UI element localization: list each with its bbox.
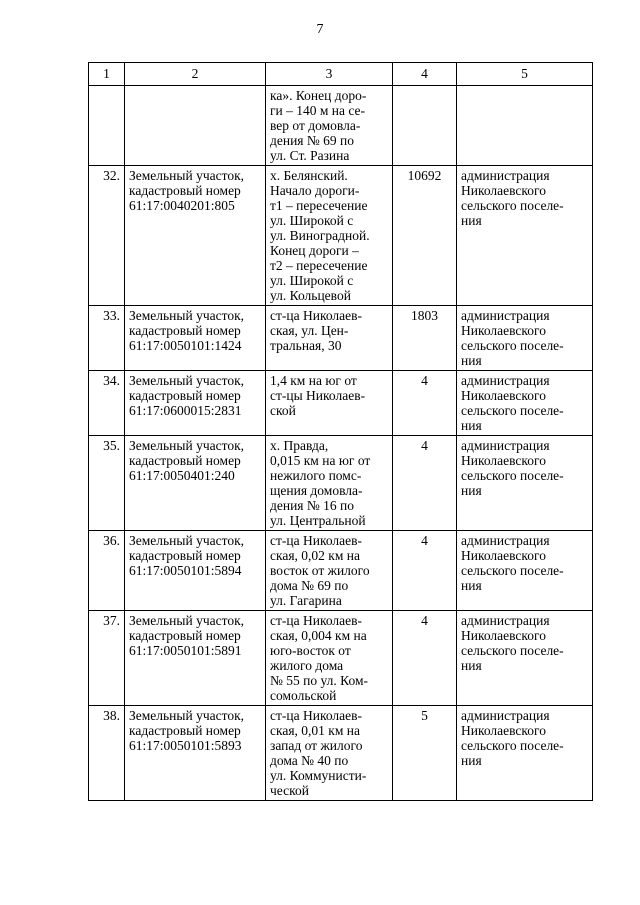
length-value: 10692 bbox=[393, 166, 457, 306]
row-number: 34. bbox=[89, 371, 125, 436]
object-description: Земельный участок, кадастровый номер 61:17:0050101:5893 bbox=[125, 706, 266, 801]
table-row bbox=[89, 86, 593, 166]
table-row bbox=[89, 706, 593, 801]
location-description: ст-ца Николаев- ская, 0,004 км на юго-восток от жилого дома № 55 по ул. Ком- сомольской bbox=[266, 611, 393, 706]
location-description: ка». Конец доро- ги – 140 м на се- вер от домовла- дения № 69 по ул. Ст. Разина bbox=[266, 86, 393, 166]
row-number: 33. bbox=[89, 306, 125, 371]
length-value bbox=[393, 86, 457, 166]
column-header-4: 4 bbox=[393, 63, 457, 86]
column-header-3: 3 bbox=[266, 63, 393, 86]
owner-name: администрация Николаевского сельского поселе- ния bbox=[457, 371, 593, 436]
table-row bbox=[89, 371, 593, 436]
location-description: ст-ца Николаев- ская, 0,01 км на запад от жилого дома № 40 по ул. Коммунисти- ческой bbox=[266, 706, 393, 801]
location-description: ст-ца Николаев- ская, ул. Цен- тральная, 30 bbox=[266, 306, 393, 371]
length-value: 1803 bbox=[393, 306, 457, 371]
location-description: х. Белянский. Начало дороги- т1 – пересечение ул. Широкой с ул. Виноградной. Конец дороги – т2 – пересечение ул. Широкой с ул. Кольцевой bbox=[266, 166, 393, 306]
owner-name bbox=[457, 86, 593, 166]
table-row bbox=[89, 166, 593, 306]
column-header-5: 5 bbox=[457, 63, 593, 86]
length-value: 5 bbox=[393, 706, 457, 801]
object-description bbox=[125, 86, 266, 166]
length-value: 4 bbox=[393, 371, 457, 436]
row-number: 32. bbox=[89, 166, 125, 306]
row-number: 36. bbox=[89, 531, 125, 611]
location-description: ст-ца Николаев- ская, 0,02 км на восток от жилого дома № 69 по ул. Гагарина bbox=[266, 531, 393, 611]
column-header-2: 2 bbox=[125, 63, 266, 86]
length-value: 4 bbox=[393, 531, 457, 611]
table-row bbox=[89, 611, 593, 706]
table-row bbox=[89, 531, 593, 611]
object-description: Земельный участок, кадастровый номер 61:17:0050101:5891 bbox=[125, 611, 266, 706]
object-description: Земельный участок, кадастровый номер 61:17:0050101:5894 bbox=[125, 531, 266, 611]
object-description: Земельный участок, кадастровый номер 61:17:0050401:240 bbox=[125, 436, 266, 531]
owner-name: администрация Николаевского сельского поселе- ния bbox=[457, 706, 593, 801]
row-number: 38. bbox=[89, 706, 125, 801]
object-description: Земельный участок, кадастровый номер 61:17:0050101:1424 bbox=[125, 306, 266, 371]
row-number: 37. bbox=[89, 611, 125, 706]
length-value: 4 bbox=[393, 436, 457, 531]
owner-name: администрация Николаевского сельского поселе- ния bbox=[457, 166, 593, 306]
object-description: Земельный участок, кадастровый номер 61:17:0040201:805 bbox=[125, 166, 266, 306]
page-number: 7 bbox=[316, 22, 324, 37]
location-description: х. Правда, 0,015 км на юг от нежилого помс- щения домовла- дения № 16 по ул. Центральной bbox=[266, 436, 393, 531]
table-row bbox=[89, 306, 593, 371]
object-description: Земельный участок, кадастровый номер 61:17:0600015:2831 bbox=[125, 371, 266, 436]
owner-name: администрация Николаевского сельского поселе- ния bbox=[457, 436, 593, 531]
owner-name: администрация Николаевского сельского поселе- ния bbox=[457, 306, 593, 371]
row-number: 35. bbox=[89, 436, 125, 531]
location-description: 1,4 км на юг от ст-цы Николаев- ской bbox=[266, 371, 393, 436]
owner-name: администрация Николаевского сельского поселе- ния bbox=[457, 611, 593, 706]
column-header-1: 1 bbox=[89, 63, 125, 86]
table-header-row bbox=[89, 63, 593, 86]
owner-name: администрация Николаевского сельского поселе- ния bbox=[457, 531, 593, 611]
land-plots-table bbox=[88, 62, 593, 801]
row-number bbox=[89, 86, 125, 166]
table-row bbox=[89, 436, 593, 531]
length-value: 4 bbox=[393, 611, 457, 706]
